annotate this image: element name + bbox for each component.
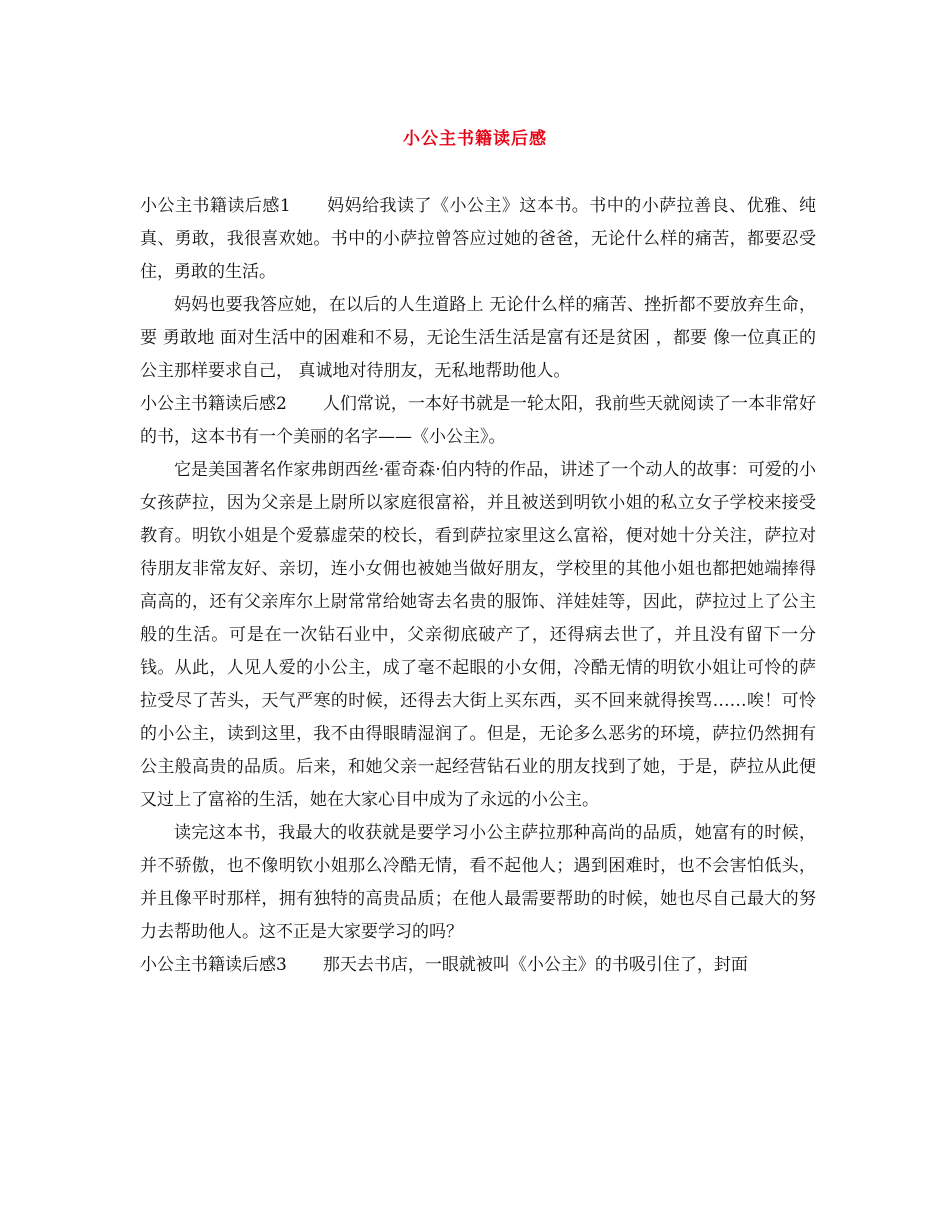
paragraph-5: [140, 817, 816, 949]
paragraph-4: [140, 454, 816, 817]
paragraph-text: 人们常说，一本好书就是一轮太阳，我前些天就阅读了一本非常好的书，这本书有一个美丽的名字——《小公主》。: [140, 394, 816, 447]
section-heading-1: 小公主书籍读后感1: [140, 196, 291, 216]
paragraph-text: 那天去书店，一眼就被叫《小公主》的书吸引住了，封面: [322, 955, 748, 975]
paragraph-2: [140, 289, 816, 388]
paragraph-text: 妈妈给我读了《小公主》这本书。书中的小萨拉善良、优雅、纯真、勇敢，我很喜欢她。书中的小萨拉曾答应过她的爸爸，无论什么样的痛苦，都要忍受住，勇敢的生活。: [140, 196, 816, 282]
section-heading-2: 小公主书籍读后感2: [140, 394, 287, 414]
section-heading-3: 小公主书籍读后感3: [140, 955, 287, 975]
paragraph-text: 读完这本书，我最大的收获就是要学习小公主萨拉那种高尚的品质，她富有的时候，并不骄傲，也不像明钦小姐那么冷酷无情，看不起他人；遇到困难时，也不会害怕低头，并且像平时那样，拥有独特的高贵品质；在他人最需要帮助的时候，她也尽自己最大的努力去帮助他人。这不正是大家要学习的吗？: [140, 823, 816, 942]
paragraph-text: 它是美国著名作家弗朗西丝·霍奇森·伯内特的作品，讲述了一个动人的故事：可爱的小女孩萨拉，因为父亲是上尉所以家庭很富裕，并且被送到明钦小姐的私立女子学校来接受教育。明钦小姐是个爱慕虚荣的校长，看到萨拉家里这么富裕，便对她十分关注，萨拉对待朋友非常友好、亲切，连小女佣也被她当做好朋友，学校里的其他小姐也都把她端捧得高高的，还有父亲库尔上尉常常给她寄去名贵的服饰、洋娃娃等，因此，萨拉过上了公主般的生活。可是在一次钻石业中，父亲彻底破产了，还得病去世了，并且没有留下一分钱。从此，人见人爱的小公主，成了毫不起眼的小女佣，冷酷无情的明钦小姐让可怜的萨拉受尽了苦头，天气严寒的时候，还得去大街上买东西，买不回来就得挨骂……唉！可怜的小公主，读到这里，我不由得眼睛湿润了。但是，无论多么恶劣的环境，萨拉仍然拥有公主般高贵的品质。后来，和她父亲一起经营钻石业的朋友找到了她，于是，萨拉从此便又过上了富裕的生活，她在大家心目中成为了永远的小公主。: [140, 460, 816, 810]
paragraph-1: [140, 190, 816, 289]
document-title: 小公主书籍读后感: [403, 129, 547, 149]
paragraph-3: [140, 388, 816, 454]
paragraph-text: 妈妈也要我答应她，在以后的人生道路上 无论什么样的痛苦、挫折都不要放弃生命，要 勇敢地 面对生活中的困难和不易，无论生活生活是富有还是贫困 ，都要 像一位真正的公主那样要求自己， 真诚地对待朋友，无私地帮助他人。: [140, 295, 816, 381]
paragraph-6: [140, 949, 816, 982]
document-body: [140, 190, 816, 982]
